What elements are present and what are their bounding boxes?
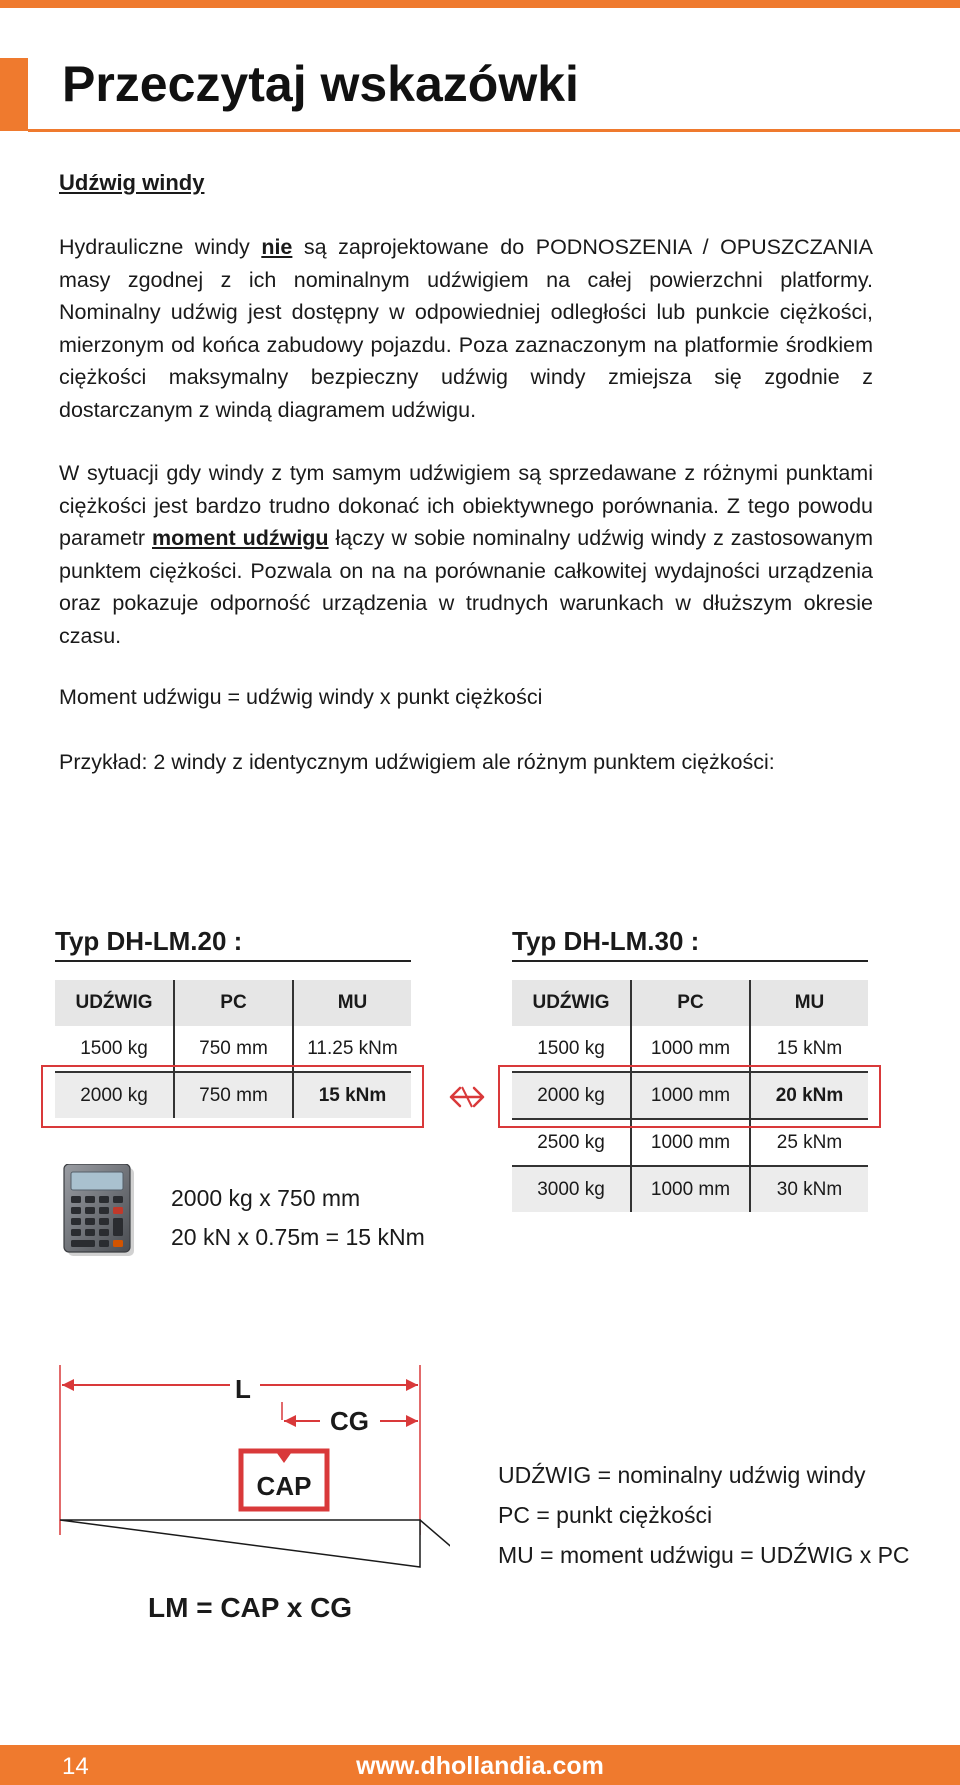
formula-text: Moment udźwigu = udźwig windy x punkt ciężkości (59, 685, 543, 709)
paragraph-1-emphasis: nie (261, 235, 293, 259)
table-cell: 20 kNm (750, 1072, 868, 1119)
table-cell: 30 kNm (750, 1166, 868, 1212)
table-row (512, 1166, 868, 1212)
paragraph-1-start: Hydrauliczne windy (59, 235, 262, 259)
calculator-icon (62, 1164, 138, 1260)
label-l: L (235, 1374, 251, 1404)
page-number: 14 (62, 1753, 89, 1780)
paragraph-2-emphasis: moment udźwigu (152, 526, 329, 551)
table-cell: 1000 mm (631, 1072, 750, 1119)
legend-line-2: PC = punkt ciężkości (498, 1502, 713, 1528)
legend-line-3: MU = moment udźwigu = UDŹWIG x PC (498, 1542, 910, 1568)
column-header: PC (174, 980, 293, 1026)
column-header: UDŹWIG (55, 980, 174, 1026)
table-cell: 3000 kg (512, 1166, 631, 1212)
column-header: UDŹWIG (512, 980, 631, 1026)
example-text: Przykład: 2 windy z identycznym udźwigiem ale różnym punktem ciężkości: (59, 750, 775, 774)
diagram-formula: LM = CAP x CG (148, 1592, 353, 1623)
top-accent-bar (0, 0, 960, 8)
left-highlight-box (41, 1065, 424, 1128)
table-cell: 1000 mm (631, 1166, 750, 1212)
website-link[interactable]: www.dhollandia.com (356, 1752, 604, 1780)
table-cell: 2500 kg (512, 1119, 631, 1166)
column-header: MU (750, 980, 868, 1026)
load-moment-diagram (50, 1365, 450, 1635)
calculation-line-1: 2000 kg x 750 mm (171, 1185, 361, 1211)
right-table-title: Typ DH-LM.30 : (512, 926, 700, 956)
table-cell: 1500 kg (537, 1037, 605, 1059)
paragraph-1-end: są zaprojektowane do PODNOSZENIA / OPUSZCZANIA masy zgodnej z ich nominalnym udźwigiem na całej powierzchni platformy. Nominalny udźwig jest dostępny w odpowiedniej odległości lub punkcie ciężkości, mierzonym od końca zabudowy pojazdu. Poza zaznaczonym na platformie środkiem ciężkości maksymalny bezpieczny udźwig windy zmiejsza się zgodnie z dostarczanym z windą diagramem udźwigu. (59, 235, 873, 422)
paragraph-2-end: łączy w sobie nominalny udźwig windy z zastosowanym punktem ciężkości. Pozwala on na na porównanie całkowitej wydajności urządzenia oraz pokazuje odporność urządzenia w trudnych warunkach w dłuższym okresie czasu. (59, 526, 873, 648)
paragraph-2 (59, 457, 873, 653)
cap-load-box (241, 1449, 327, 1509)
table-cell: 750 mm (174, 1072, 293, 1118)
left-table-title-rule (55, 960, 411, 962)
platform-shape (60, 1520, 450, 1567)
table-cell: 1000 mm (631, 1026, 750, 1072)
calculation-line-2: 20 kN x 0.75m = 15 kNm (171, 1224, 425, 1250)
page-title: Przeczytaj wskazówki (62, 56, 579, 112)
table-cell: 2000 kg (512, 1072, 631, 1119)
table-header-row (55, 980, 411, 1026)
table-cell: 15 kNm (750, 1026, 868, 1072)
legend-line-1: UDŹWIG = nominalny udźwig windy (498, 1462, 866, 1488)
table-cell: 11.25 kNm (293, 1026, 411, 1072)
title-accent-tab (0, 58, 28, 131)
right-table-title-rule (512, 960, 868, 962)
right-highlight-box (498, 1065, 881, 1128)
table-cell: 15 kNm (293, 1072, 411, 1118)
label-cg: CG (330, 1406, 369, 1436)
column-header: MU (293, 980, 411, 1026)
double-arrow-icon (448, 1082, 486, 1112)
table-cell: 1000 mm (631, 1119, 750, 1166)
table-cell: 2000 kg (55, 1072, 174, 1118)
title-underline (28, 129, 960, 132)
table-cell: 25 kNm (750, 1119, 868, 1166)
table-cell: 750 mm (174, 1026, 293, 1072)
label-cap: CAP (256, 1471, 312, 1501)
left-table-title: Typ DH-LM.20 : (55, 926, 243, 956)
paragraph-1 (59, 231, 873, 427)
table-header-row (512, 980, 868, 1026)
section-heading: Udźwig windy (59, 170, 205, 195)
table-cell: 1500 kg (80, 1037, 148, 1059)
column-header: PC (631, 980, 750, 1026)
paragraph-2-start: W sytuacji gdy windy z tym samym udźwigiem są sprzedawane z różnymi punktami ciężkości jest bardzo trudno dokonać ich obiektywnego porównania. Z tego powodu parametr (59, 461, 873, 551)
